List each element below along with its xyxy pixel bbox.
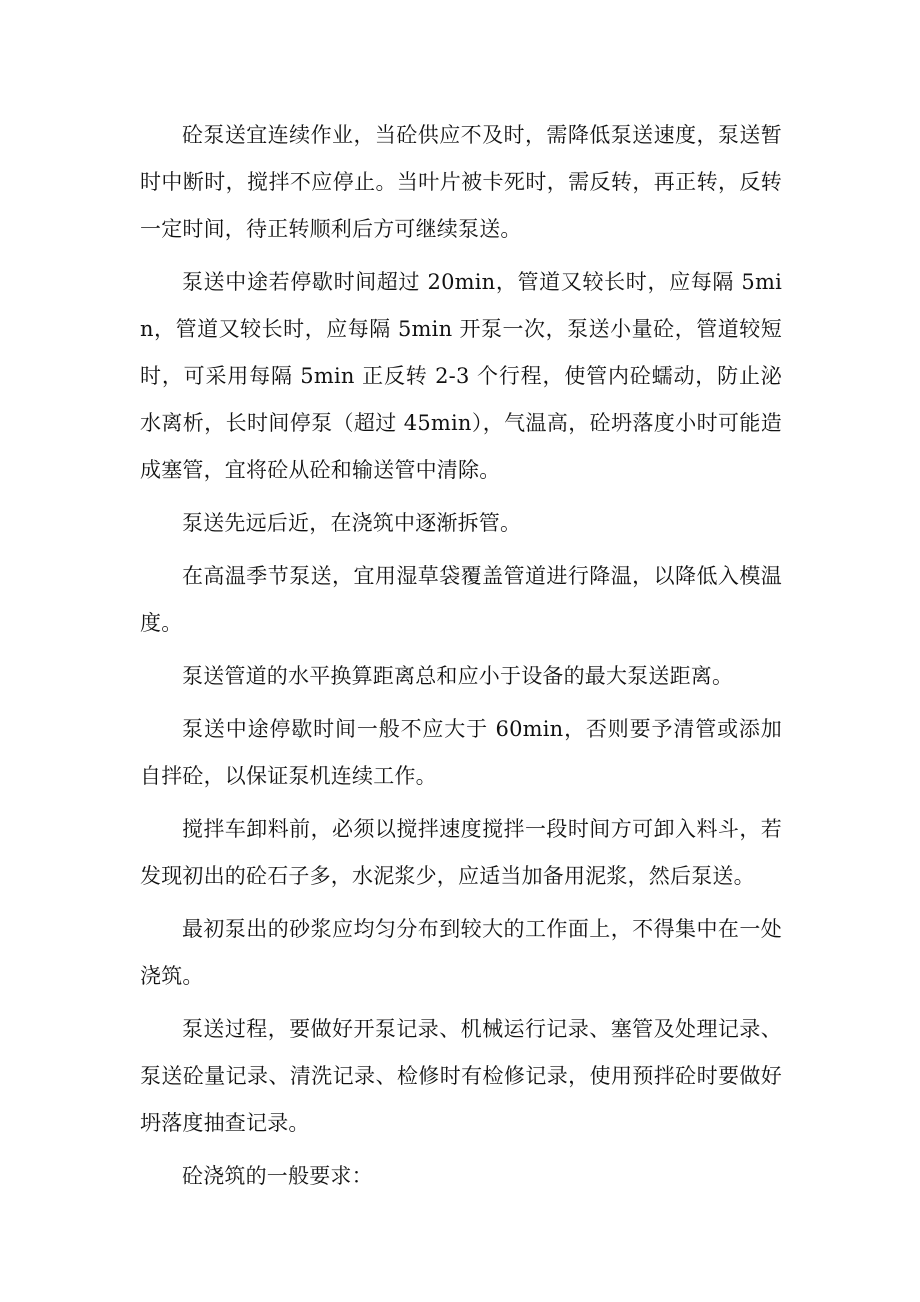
paragraph-pipe-distance: 泵送管道的水平换算距离总和应小于设备的最大泵送距离。 (182, 664, 734, 688)
paragraph-mixer-unloading: 搅拌车卸料前，必须以搅拌速度搅拌一段时间方可卸入料斗，若发现初出的砼石子多，水泥浆少，应适当加备用泥浆，然后泵送。 (140, 817, 782, 888)
paragraph-initial-mortar: 最初泵出的砂浆应均匀分布到较大的工作面上，不得集中在一处浇筑。 (140, 917, 782, 988)
document-body (140, 112, 782, 1206)
paragraph-records: 泵送过程，要做好开泵记录、机械运行记录、塞管及处理记录、泵送砼量记录、清洗记录、检修时有检修记录，使用预拌砼时要做好坍落度抽查记录。 (140, 1017, 782, 1135)
paragraph-pump-continuity: 砼泵送宜连续作业，当砼供应不及时，需降低泵送速度，泵送暂时中断时，搅拌不应停止。当叶片被卡死时，需反转，再正转，反转一定时间，待正转顺利后方可继续泵送。 (140, 123, 782, 241)
paragraph-pause-handling: 泵送中途若停歇时间超过 20min，管道又较长时，应每隔 5min，管道又较长时，应每隔 5min 开泵一次，泵送小量砼，管道较短时，可采用每隔 5min 正反转 2-3 个行程，使管内砼蠕动，防止泌水离析，长时间停泵（超过 45min），气温高，砼坍落度小时可能造成塞管，宜将砼从砼和输送管中清除。 (140, 270, 782, 482)
paragraph-general-requirements: 砼浇筑的一般要求： (182, 1164, 373, 1188)
paragraph-max-pause: 泵送中途停歇时间一般不应大于 60min，否则要予清管或添加自拌砼，以保证泵机连续工作。 (140, 717, 782, 788)
paragraph-high-temperature: 在高温季节泵送，宜用湿草袋覆盖管道进行降温，以降低入模温度。 (140, 564, 782, 635)
paragraph-far-to-near: 泵送先远后近，在浇筑中逐渐拆管。 (182, 511, 522, 535)
